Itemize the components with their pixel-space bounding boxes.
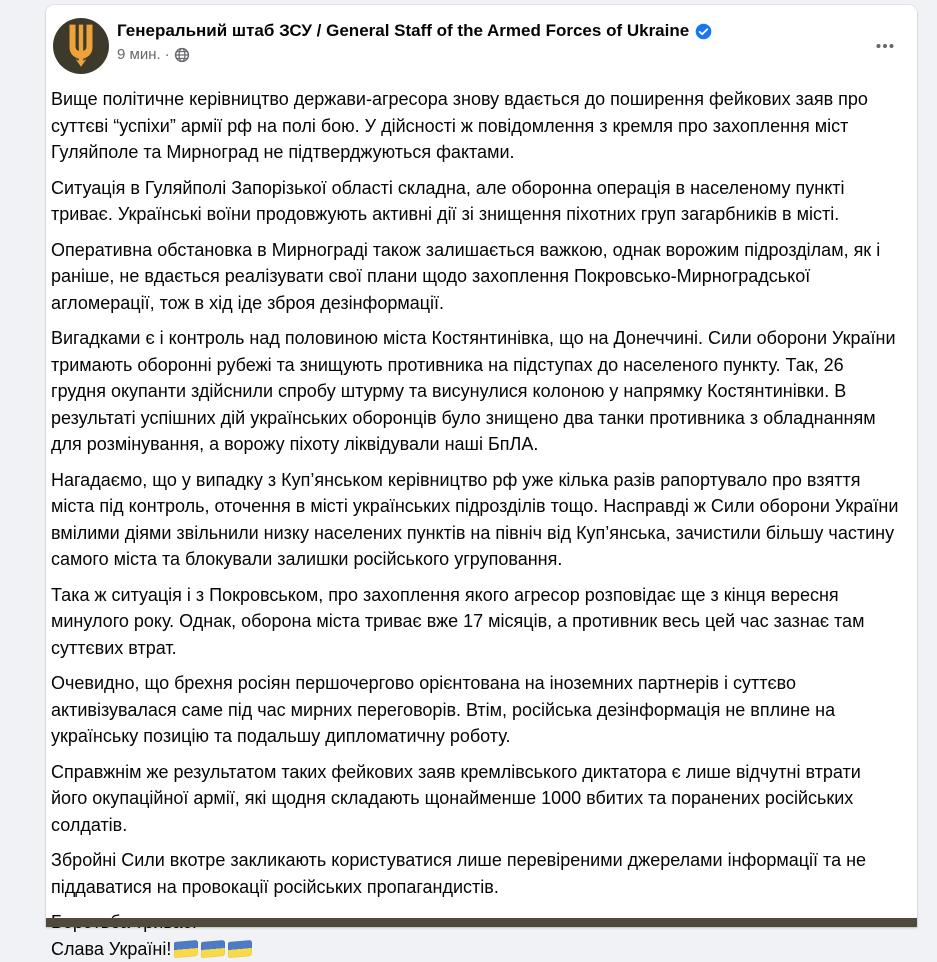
closing-line-2	[51, 936, 901, 962]
ukraine-flag-icons	[171, 939, 252, 959]
post-paragraphs	[51, 86, 901, 900]
timestamp-link[interactable]: 9 мин.	[117, 46, 161, 63]
attached-image-top-edge[interactable]	[46, 918, 917, 927]
post-closing	[51, 909, 901, 962]
globe-icon	[174, 47, 190, 63]
post-paragraph: Вигадками є і контроль над половиною міста Костянтинівка, що на Донеччині. Сили оборони України тримають оборонні рубежі та знищують противника на підступах до населеного пункту. Так, 26 грудня окупанти здійснили спробу штурму та висунулися колоною у напрямку Костянтинівки. В результаті успішних дій українських оборонців було знищено два танки противника з обладнанням для розмінування, а ворожу піхоту ліквідували наші БпЛА.	[51, 325, 901, 458]
post-paragraph: Оперативна обстановка в Мирнограді також залишається важкою, однак ворожим підрозділам, як і раніше, не вдається реалізувати свої плани щодо захоплення Покровсько-Мирноградської агломерації, тож в хід іде зброя дезінформації.	[51, 237, 901, 317]
post-paragraph: Вище політичне керівництво держави-агресора знову вдається до поширення фейкових заяв про суттєві “успіхи” армії рф на полі бою. У дійсності ж повідомлення з кремля про захоплення міст Гуляйполе та Мирноград не підтверджуються фактами.	[51, 86, 901, 166]
post-meta-row	[117, 46, 867, 63]
post-paragraph: Справжнім же результатом таких фейкових заяв кремлівського диктатора є лише відчутні втрати його окупаційної армії, які щодня складають щонайменше 1000 вбитих та поранених російських солдатів.	[51, 759, 901, 839]
post-body	[46, 74, 917, 962]
post-paragraph: Очевидно, що брехня росіян першочергово орієнтована на іноземних партнерів і суттєво активізувалася саме під час мирних переговорів. Втім, російська дезінформація не вплине на українську позицію та подальшу дипломатичну роботу.	[51, 670, 901, 750]
author-name-link[interactable]: Генеральний штаб ЗСУ / General Staff of the Armed Forces of Ukraine	[117, 21, 689, 41]
closing-line-2-text: Слава Україні!	[51, 939, 171, 959]
ukraine-flag-icon	[228, 939, 252, 957]
ellipsis-icon	[874, 35, 896, 57]
post-paragraph: Збройні Сили вкотре закликають користуватися лише перевіреними джерелами інформації та не піддаватися на провокації російських пропагандистів.	[51, 847, 901, 900]
post-paragraph: Така ж ситуація і з Покровськом, про захоплення якого агресор розповідає ще з кінця вересня минулого року. Однак, оборона міста триває вже 17 місяців, а противник весь цей час зазнає там суттєвих втрат.	[51, 582, 901, 662]
page-avatar[interactable]	[53, 18, 109, 74]
ukraine-trident-icon	[64, 23, 98, 69]
ukraine-flag-icon	[201, 939, 225, 957]
post-paragraph: Нагадаємо, що у випадку з Куп’янськом керівництво рф уже кілька разів рапортувало про взяття міста під контроль, оточення в місті українських підрозділів тощо. Насправді ж Сили оборони України вмілими діями звільнили низку населених пунктів на північ від Куп’янська, зачистили більшу частину самого міста та блокували залишки російського угруповання.	[51, 467, 901, 573]
post-card	[46, 5, 917, 927]
post-paragraph: Ситуація в Гуляйполі Запорізької області складна, але оборонна операція в населеному пункті триває. Українські воїни продовжують активні дії зі знищення піхотних груп загарбників в місті.	[51, 175, 901, 228]
meta-separator: ·	[165, 46, 170, 63]
ukraine-flag-icon	[174, 939, 198, 957]
post-menu-button[interactable]	[867, 28, 903, 64]
post-header-text	[117, 18, 867, 63]
verified-badge-icon	[695, 23, 712, 40]
post-header	[46, 5, 917, 74]
